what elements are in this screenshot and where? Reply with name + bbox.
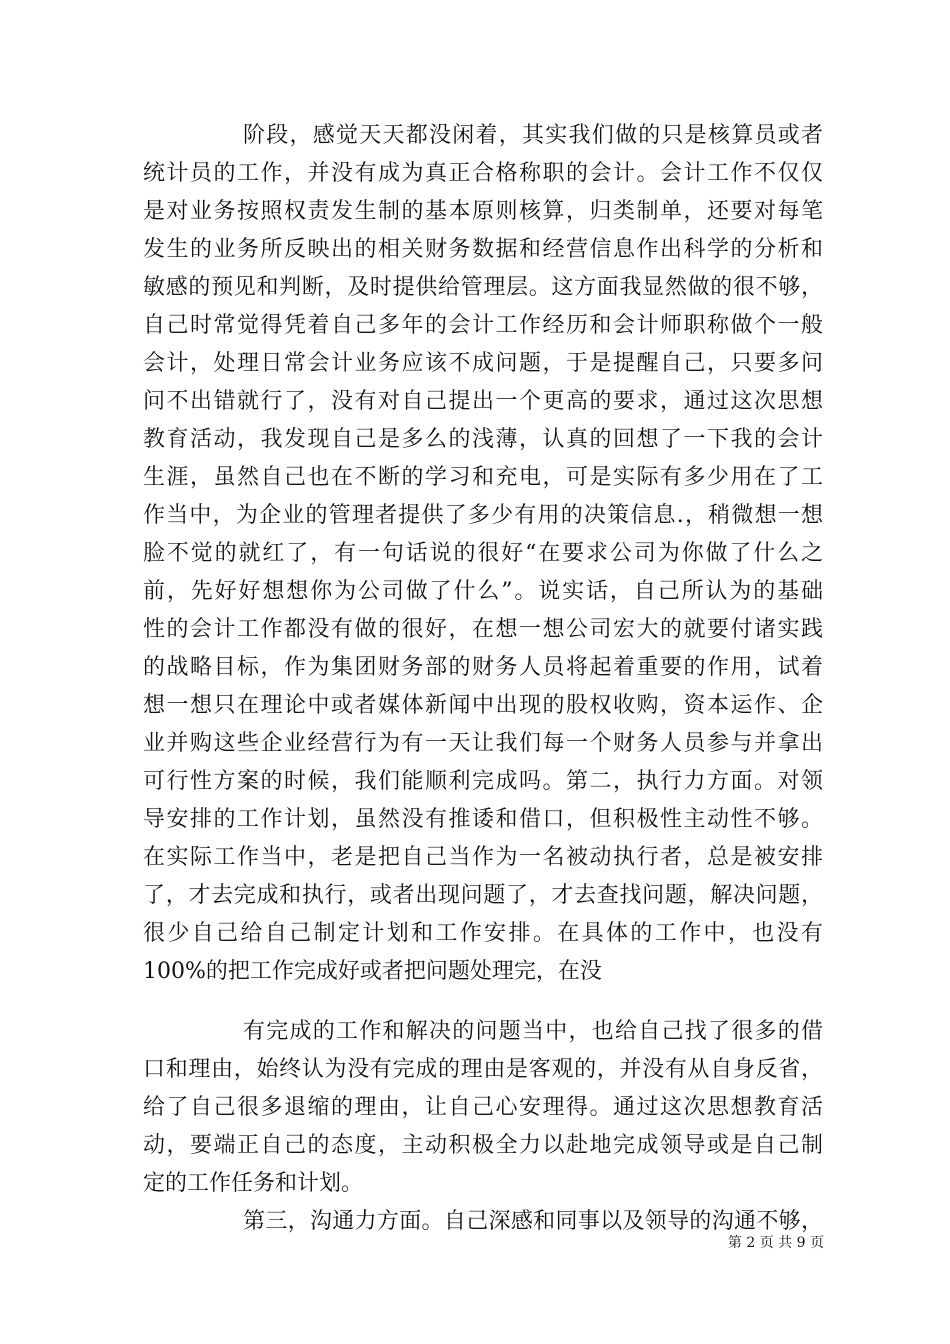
paragraph-3-line-1: 第三，沟通力方面。自己深感和同事以及领导的沟通不够， <box>243 1209 823 1234</box>
paragraph-1-line-19: 导安排的工作计划，虽然没有推诿和借口，但积极性主动性不够。 <box>143 807 823 832</box>
paragraph-1-line-8: 问不出错就行了，没有对自己提出一个更高的要求，通过这次思想 <box>143 389 823 414</box>
paragraph-2-line-4: 动，要端正自己的态度，主动积极全力以赴地完成领导或是自己制 <box>143 1133 823 1158</box>
paragraph-1-line-11: 作当中，为企业的管理者提供了多少有用的决策信息.，稍微想一想 <box>143 503 823 528</box>
paragraph-1-line-9: 教育活动，我发现自己是多么的浅薄，认真的回想了一下我的会计 <box>143 427 823 452</box>
paragraph-2-line-5: 定的工作任务和计划。 <box>143 1171 364 1196</box>
paragraph-2-line-3: 给了自己很多退缩的理由，让自己心安理得。通过这次思想教育活 <box>143 1095 823 1120</box>
paragraph-1-line-12: 脸不觉的就红了，有一句话说的很好“在要求公司为你做了什么之 <box>143 541 823 566</box>
paragraph-1-line-5: 敏感的预见和判断，及时提供给管理层。这方面我显然做的很不够， <box>143 275 823 300</box>
paragraph-1-line-23: 100%的把工作完成好或者把问题处理完，在没 <box>143 959 602 984</box>
paragraph-1-line-14: 性的会计工作都没有做的很好，在想一想公司宏大的就要付诸实践 <box>143 617 823 642</box>
paragraph-1-line-7: 会计，处理日常会计业务应该不成问题，于是提醒自己，只要多问 <box>143 351 823 376</box>
paragraph-1-line-3: 是对业务按照权责发生制的基本原则核算，归类制单，还要对每笔 <box>143 199 823 224</box>
paragraph-1-line-10: 生涯，虽然自己也在不断的学习和充电，可是实际有多少用在了工 <box>143 465 823 490</box>
paragraph-1-line-21: 了，才去完成和执行，或者出现问题了，才去查找问题，解决问题， <box>143 883 823 908</box>
paragraph-1-line-6: 自己时常觉得凭着自己多年的会计工作经历和会计师职称做个一般 <box>143 313 823 338</box>
paragraph-1-line-18: 可行性方案的时候，我们能顺利完成吗。第二，执行力方面。对领 <box>143 769 823 794</box>
paragraph-1-line-20: 在实际工作当中，老是把自己当作为一名被动执行者，总是被安排 <box>143 845 823 870</box>
page-number-footer: 第 2 页 共 9 页 <box>727 1235 824 1251</box>
paragraph-1-line-1: 阶段，感觉天天都没闲着，其实我们做的只是核算员或者 <box>243 123 823 148</box>
paragraph-1-line-22: 很少自己给自己制定计划和工作安排。在具体的工作中，也没有 <box>143 921 823 946</box>
paragraph-2-line-1: 有完成的工作和解决的问题当中，也给自己找了很多的借 <box>243 1019 823 1044</box>
paragraph-2-line-2: 口和理由，始终认为没有完成的理由是客观的，并没有从自身反省， <box>143 1057 823 1082</box>
paragraph-1-line-4: 发生的业务所反映出的相关财务数据和经营信息作出科学的分析和 <box>143 237 823 262</box>
paragraph-1-line-17: 业并购这些企业经营行为有一天让我们每一个财务人员参与并拿出 <box>143 731 823 756</box>
paragraph-1-line-2: 统计员的工作，并没有成为真正合格称职的会计。会计工作不仅仅 <box>143 161 823 186</box>
paragraph-1-line-16: 想一想只在理论中或者媒体新闻中出现的股权收购，资本运作、企 <box>143 693 823 718</box>
paragraph-1-line-13: 前，先好好想想你为公司做了什么”。说实话，自己所认为的基础 <box>143 579 823 604</box>
paragraph-1-line-15: 的战略目标，作为集团财务部的财务人员将起着重要的作用，试着 <box>143 655 823 680</box>
